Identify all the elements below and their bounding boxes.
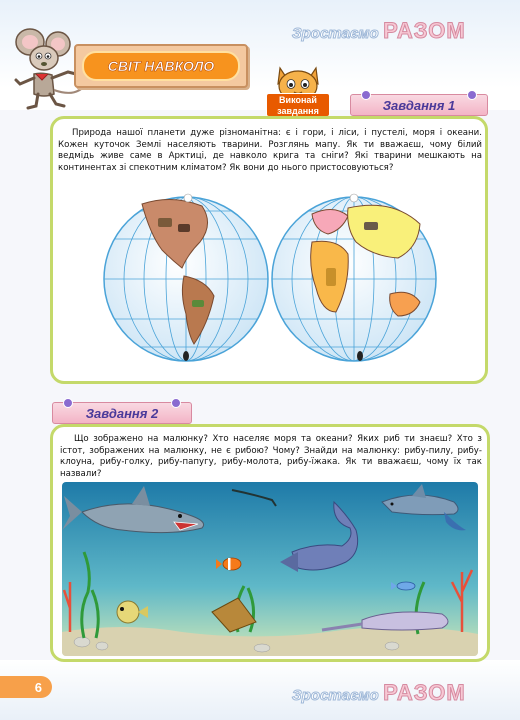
page-number: 6 [0, 676, 52, 698]
underwater-scene-illustration [62, 482, 478, 656]
task1-label [350, 94, 488, 116]
task2-label [52, 402, 192, 424]
western-hemisphere [104, 194, 268, 361]
section-banner-pill [82, 51, 240, 81]
brand-word2: РАЗОМ [383, 18, 466, 43]
brand-word1-footer: Зростаємо [292, 687, 379, 704]
brand-word2-footer: РАЗОМ [383, 680, 466, 705]
section-title: СВІТ НАВКОЛО [107, 58, 215, 74]
task2-label-text: Завдання 2 [85, 405, 159, 421]
badge-label: Виконай завдання [266, 93, 330, 117]
task1-label-text: Завдання 1 [382, 97, 456, 113]
task2-text: Що зображено на малюнку? Хто населяє моря та океани? Яких риб ти знаєш? Хто з істот, зображених на малюнку, не є рибою? Чому? Знайди на малюнку: рибу-пилу, рибу-клоуна, рибу-голку, рибу-папугу, рибу-молота, рибу-їжака. Як ти вважаєш, чому їх так назвали? [60, 434, 482, 479]
brand-logo-bottom [292, 680, 466, 706]
eastern-hemisphere [272, 194, 436, 361]
pin-icon [171, 398, 181, 408]
pin-icon [361, 90, 371, 100]
brand-logo-top [292, 18, 466, 44]
pin-icon [63, 398, 73, 408]
brand-word1: Зростаємо [292, 25, 379, 42]
task1-text: Природа нашої планети дуже різноманітна: є і гори, і ліси, і пустелі, моря і океани. Кожен куточок Землі населяють тварини. Розглянь мапу. Як ти вважаєш, чому білий ведмідь живе саме в Арктиці, де навколо крига та сніги? Які тварини мешкають на континентах зі спекотним кліматом? Як вони до нього пристосовуються? [58, 128, 482, 173]
world-map-illustration [102, 184, 438, 374]
section-banner [74, 44, 248, 88]
pin-icon [467, 90, 477, 100]
